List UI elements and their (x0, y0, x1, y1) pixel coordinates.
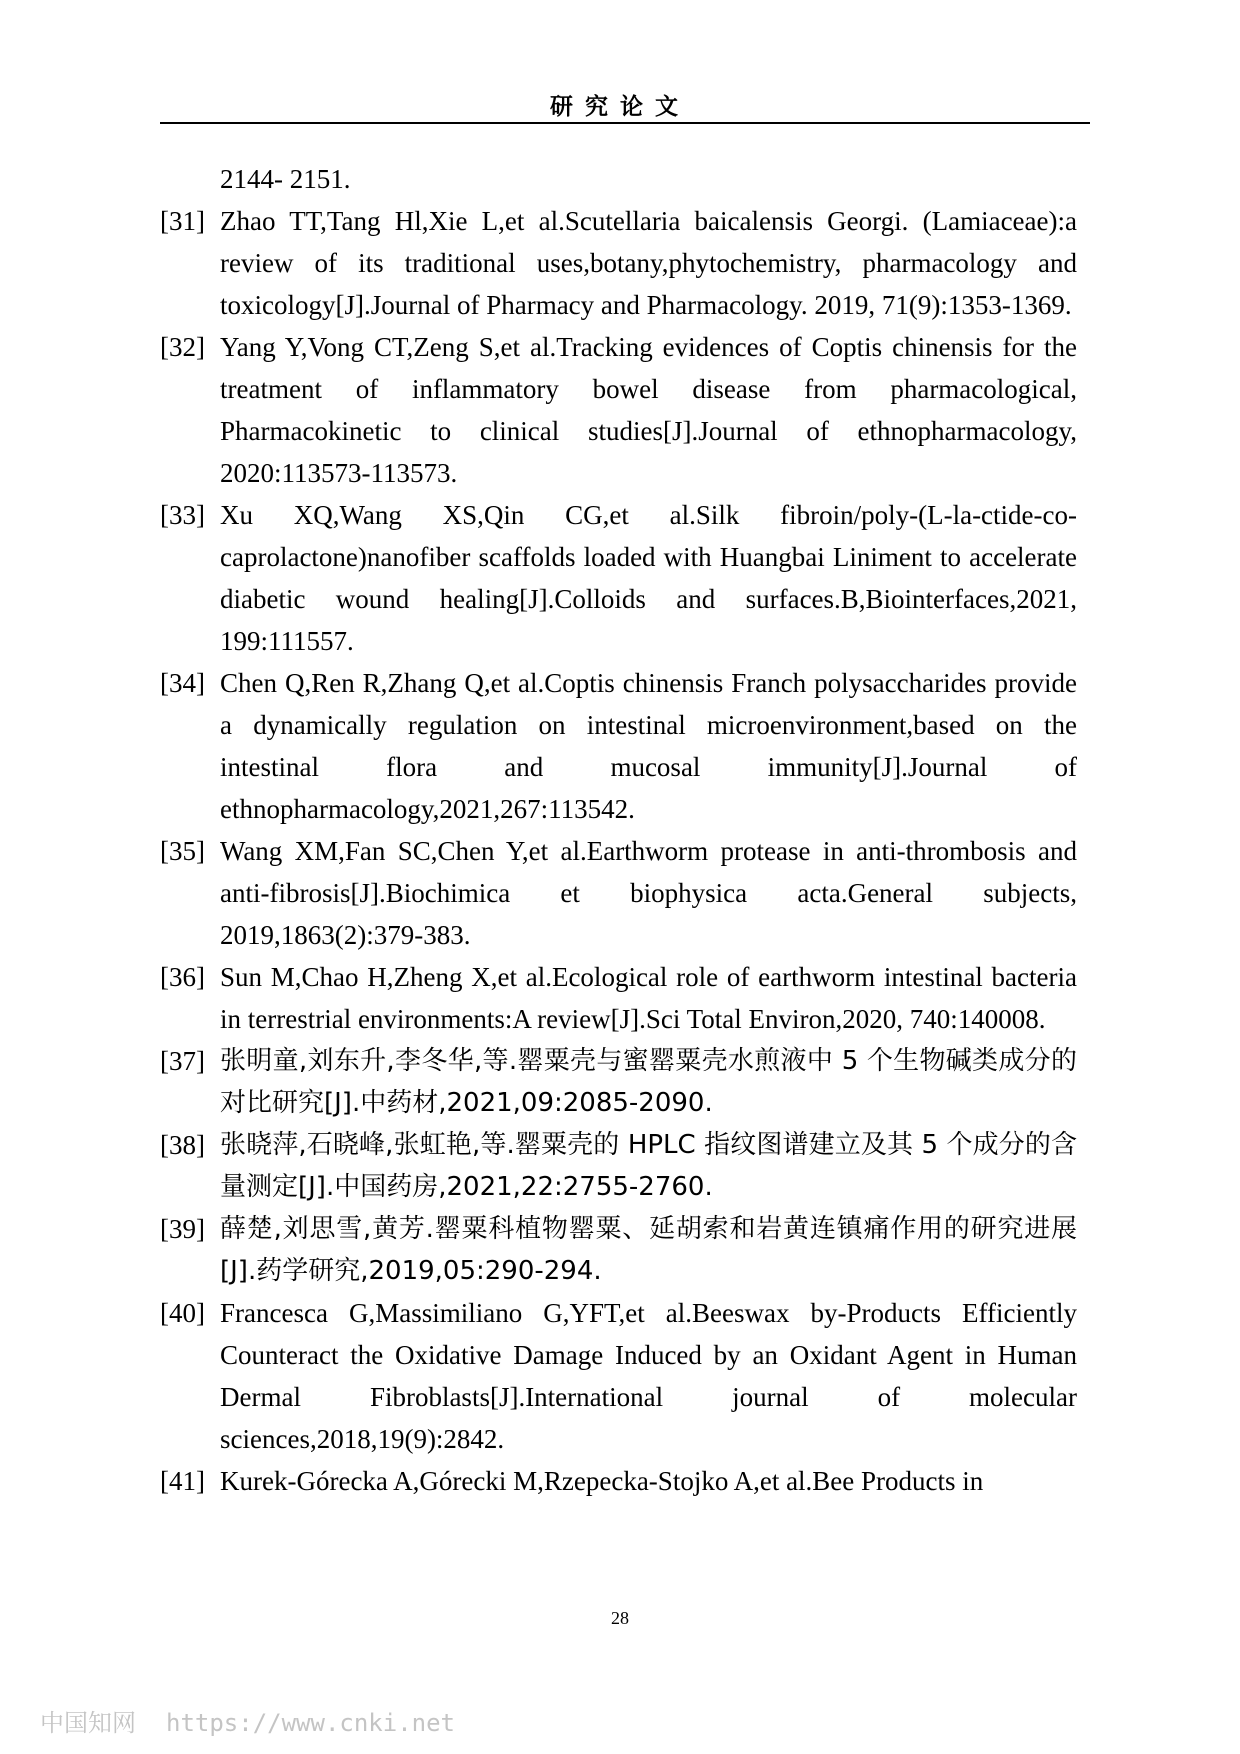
page-number: 28 (611, 1608, 629, 1628)
reference-item (160, 1124, 1077, 1208)
reference-item (160, 200, 1077, 326)
reference-item (160, 494, 1077, 662)
site-watermark (40, 1703, 455, 1738)
reference-text: Sun M,Chao H,Zheng X,et al.Ecological role of earthworm intestinal bacteria in terrestrial environments:A review[J].Sci Total Environ,2020, 740:140008. (220, 962, 1077, 1034)
watermark-site-name: 中国知网 (40, 1709, 136, 1737)
reference-number: [32] (160, 332, 205, 362)
reference-number: [35] (160, 836, 205, 866)
reference-number: [37] (160, 1046, 205, 1076)
reference-text: Chen Q,Ren R,Zhang Q,et al.Coptis chinensis Franch polysaccharides provide a dynamically regulation on intestinal microenvironment,based on the intestinal flora and mucosal immunity[J].Journal of ethnopharmacology,2021,267:113542. (220, 668, 1077, 824)
header-divider (160, 122, 1090, 124)
reference-item (160, 326, 1077, 494)
reference-text: Zhao TT,Tang Hl,Xie L,et al.Scutellaria baicalensis Georgi. (Lamiaceae):a review of its traditional uses,botany,phytochemistry, pharmacology and toxicology[J].Journal of Pharmacy and Pharmacology. 2019, 71(9):1353-1369. (220, 206, 1077, 320)
reference-number: [36] (160, 962, 205, 992)
reference-text: 张明童,刘东升,李冬华,等.罂粟壳与蜜罂粟壳水煎液中 5 个生物碱类成分的对比研究[J].中药材,2021,09:2085-2090. (220, 1046, 1077, 1118)
reference-item (160, 1460, 1077, 1502)
reference-text: Xu XQ,Wang XS,Qin CG,et al.Silk fibroin/poly-(L-la-ctide-co-caprolactone)nanofiber scaffolds loaded with Huangbai Liniment to accelerate diabetic wound healing[J].Colloids and surfaces.B,Biointerfaces,2021, 199:111557. (220, 500, 1077, 656)
reference-text: Francesca G,Massimiliano G,YFT,et al.Beeswax by-Products Efficiently Counteract the Oxidative Damage Induced by an Oxidant Agent in Human Dermal Fibroblasts[J].International journal of molecular sciences,2018,19(9):2842. (220, 1298, 1077, 1454)
reference-number: [39] (160, 1214, 205, 1244)
page-header-title: 研究论文 (550, 93, 690, 120)
reference-number: [31] (160, 206, 205, 236)
reference-item (160, 662, 1077, 830)
reference-list (160, 158, 1077, 1502)
reference-item (160, 1040, 1077, 1124)
reference-text: 张晓萍,石晓峰,张虹艳,等.罂粟壳的 HPLC 指纹图谱建立及其 5 个成分的含量测定[J].中国药房,2021,22:2755-2760. (220, 1130, 1077, 1202)
watermark-url: https://www.cnki.net (166, 1709, 455, 1737)
reference-number: [40] (160, 1298, 205, 1328)
reference-number: [33] (160, 500, 205, 530)
reference-continuation: 2144- 2151. (220, 164, 351, 194)
reference-number: [41] (160, 1466, 205, 1496)
reference-text: 薛楚,刘思雪,黄芳.罂粟科植物罂粟、延胡索和岩黄连镇痛作用的研究进展[J].药学研究,2019,05:290-294. (220, 1214, 1077, 1286)
reference-text: Kurek-Górecka A,Górecki M,Rzepecka-Stojko A,et al.Bee Products in (220, 1466, 984, 1496)
reference-number: [38] (160, 1130, 205, 1160)
reference-item (160, 830, 1077, 956)
reference-items (160, 200, 1077, 1502)
reference-text: Yang Y,Vong CT,Zeng S,et al.Tracking evidences of Coptis chinensis for the treatment of inflammatory bowel disease from pharmacological, Pharmacokinetic to clinical studies[J].Journal of ethnopharmacology, 2020:113573-113573. (220, 332, 1077, 488)
reference-text: Wang XM,Fan SC,Chen Y,et al.Earthworm protease in anti-thrombosis and anti-fibrosis[J].Biochimica et biophysica acta.General subjects, 2019,1863(2):379-383. (220, 836, 1077, 950)
reference-item (160, 1292, 1077, 1460)
reference-item (160, 1208, 1077, 1292)
reference-item (160, 956, 1077, 1040)
reference-number: [34] (160, 668, 205, 698)
